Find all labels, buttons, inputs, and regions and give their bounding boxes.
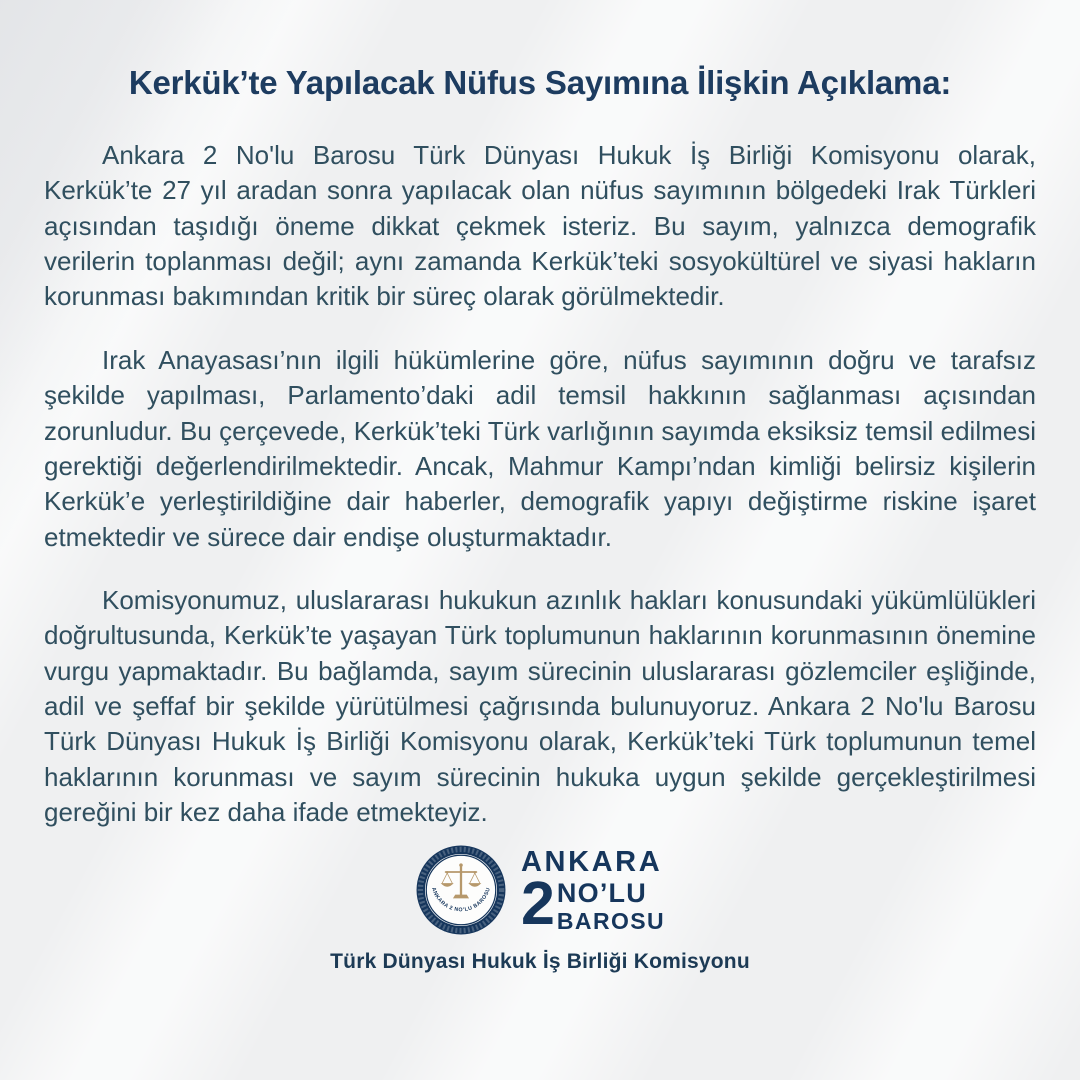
logo-footer (0, 844, 1080, 974)
commission-caption: Türk Dünyası Hukuk İş Birliği Komisyonu (330, 950, 750, 974)
bar-association-seal-icon (415, 844, 507, 936)
bar-association-logo (415, 844, 665, 936)
logo-nolu-text: NO’LU (556, 877, 647, 908)
paragraph-3: Komisyonumuz, uluslararası hukukun azınlık hakları konusundaki yükümlülükleri doğrultusunda, Kerkük’te yaşayan Türk toplumunun haklarının korunmasının önemine vurgu yapmaktadır. Bu bağlamda, sayım sürecinin uluslararası gözlemciler eşliğinde, adil ve şeffaf bir şekilde yürütülmesi çağrısında bulunuyoruz. Ankara 2 No'lu Barosu Türk Dünyası Hukuk İş Birliği Komisyonu olarak, Kerkük’teki Türk toplumunun temel haklarının korunması ve sayım sürecinin hukuka uygun şekilde gerçekleştirilmesi gereğini bir kez daha ifade etmekteyiz. (44, 584, 1036, 828)
logo-nolu-barosu (556, 877, 665, 934)
paragraph-1: Ankara 2 No'lu Barosu Türk Dünyası Hukuk İş Birliği Komisyonu olarak, Kerkük’te 27 yıl aradan sonra yapılacak olan nüfus sayımının bölgedeki Irak Türkleri açısından taşıdığı öneme dikkat çekmek isteriz. Bu sayım, yalnızca demografik verilerin toplanması değil; aynı zamanda Kerkük’teki sosyokültürel ve siyasi hakların korunması bakımından kritik bir süreç olarak görülmektedir. (44, 140, 1036, 312)
logo-number-row (520, 868, 665, 937)
seal-curved-text: ANKARA 2 NO’LU BAROSU (430, 887, 492, 914)
paragraph-2: Irak Anayasası’nın ilgili hükümlerine göre, nüfus sayımının doğru ve tarafsız şekilde yapılması, Parlamento’daki adil temsil hakkının sağlanması açısından zorunludur. Bu çerçevede, Kerkük’teki Türk varlığının sayımda eksiksiz temsil edilmesi gerektiği değerlendirilmektedir. Ancak, Mahmur Kampı’ndan kimliği belirsiz kişilerin Kerkük’e yerleştirildiğine dair haberler, demografik yapıyı değiştirme riskine işaret etmektedir ve sürece dair endişe oluşturmaktadır. (44, 344, 1036, 552)
logo-wordmark (520, 845, 665, 937)
logo-number-2: 2 (520, 868, 554, 937)
logo-ankara-text: ANKARA (520, 845, 663, 878)
announcement-body (44, 138, 1036, 830)
logo-barosu-text: BAROSU (556, 907, 665, 934)
page-title: Kerkük’te Yapılacak Nüfus Sayımına İlişkin Açıklama: (128, 64, 952, 101)
